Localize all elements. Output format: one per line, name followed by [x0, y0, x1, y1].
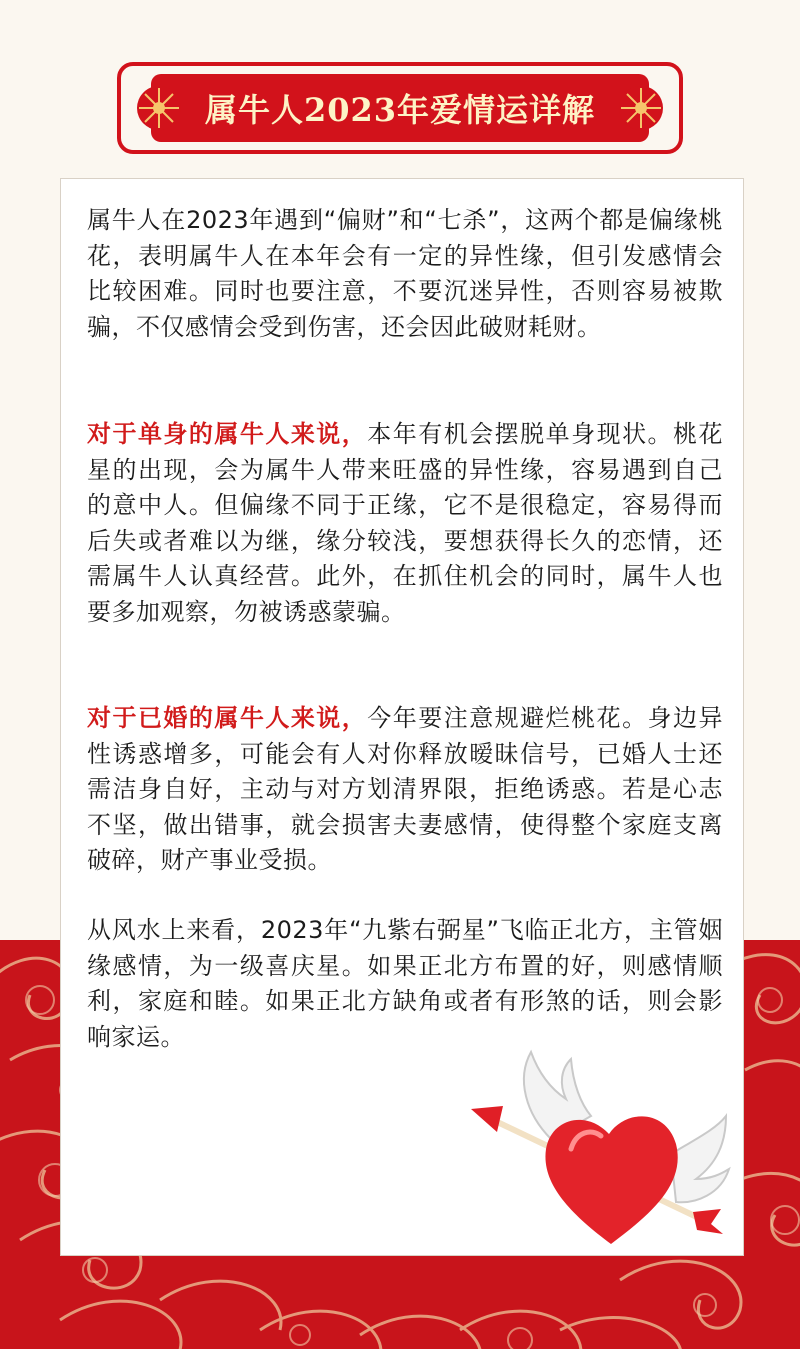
winged-heart-decoration: [431, 1044, 731, 1249]
paragraph-single: [87, 417, 723, 630]
paragraph-married-body: 今年要注意规避烂桃花。身边异性诱惑增多，可能会有人对你释放暧昧信号，已婚人士还需洁身自好，主动与对方划清界限，拒绝诱惑。若是心志不坚，做出错事，就会损害夫妻感情，使得整个家庭支离破碎，财产事业受损。: [87, 704, 724, 874]
highlight-single: 对于单身的属牛人来说，: [87, 420, 368, 448]
content-card: [60, 178, 744, 1256]
winged-heart-with-arrow-icon: [431, 1044, 731, 1249]
paragraph-intro: 属牛人在2023年遇到“偏财”和“七杀”，这两个都是偏缘桃花，表明属牛人在本年会有一定的异性缘，但引发感情会比较困难。同时也要注意，不要沉迷异性，否则容易被欺骗，不仅感情会受到伤害，还会因此破财耗财。: [87, 206, 723, 341]
page-title: 属牛人2023年爱情运详解: [204, 91, 596, 129]
paragraph-married: [87, 701, 723, 879]
paragraph-fengshui: 从风水上来看，2023年“九紫右弼星”飞临正北方，主管姻缘感情，为一级喜庆星。如果正北方布置的好，则感情顺利，家庭和睦。如果正北方缺角或者有形煞的话，则会影响家运。: [87, 916, 723, 1051]
highlight-married: 对于已婚的属牛人来说，: [87, 704, 368, 732]
paragraph-single-body: 本年有机会摆脱单身现状。桃花星的出现，会为属牛人带来旺盛的异性缘，容易遇到自己的意中人。但偏缘不同于正缘，它不是很稳定，容易得而后失或者难以为继，缘分较浅，要想获得长久的恋情，还需属牛人认真经营。此外，在抓住机会的同时，属牛人也要多加观察，勿被诱惑蒙骗。: [87, 420, 724, 626]
title-banner: [115, 60, 685, 156]
